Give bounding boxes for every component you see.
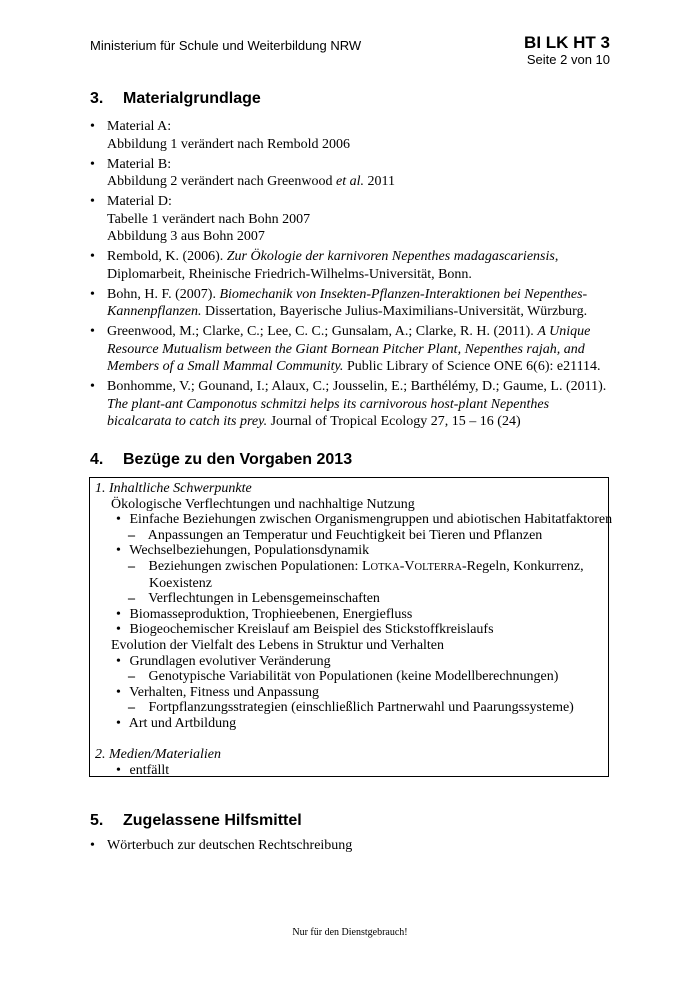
reference-item: • Rembold, K. (2006). Zur Ökologie der karnivoren Nepenthes madagascariensis, Diplomarbeit, Rheinische Friedrich-Wilhelms-Universität, Bonn. — [90, 249, 559, 282]
list-item: • Einfache Beziehungen zwischen Organismengruppen und abiotischen Habitatfaktoren — [116, 512, 613, 528]
list-item: – Fortpflanzungsstrategien (einschließlich Partnerwahl und Paarungssysteme) — [128, 700, 574, 716]
material-d-detail-2: Abbildung 3 aus Bohn 2007 — [107, 229, 265, 244]
material-d-label: Material D: — [107, 194, 172, 209]
topic-ecology: Ökologische Verflechtungen und nachhaltige Nutzung — [111, 496, 415, 512]
reference-item: • Bonhomme, V.; Gounand, I.; Alaux, C.; Jousselin, E.; Barthélémy, D.; Gaume, L. (2011). The plant-ant Camponotus schmitzi helps its carnivorous host-plant Nepenthes bicalcarata to catch its prey. Journal of Tropical Ecology 27, 15 – 16 (24) — [90, 379, 607, 429]
list-item: – Beziehungen zwischen Populationen: LOTKA-VOLTERRA-Regeln, Konkurrenz, — [128, 558, 584, 574]
section-5-heading — [90, 812, 302, 830]
topic-evolution: Evolution der Vielfalt des Lebens in Struktur und Verhalten — [111, 637, 445, 653]
list-item: – Anpassungen an Temperatur und Feuchtigkeit bei Tieren und Pflanzen — [128, 527, 543, 543]
material-b-label: Material B: — [107, 156, 172, 172]
list-item: • Verhalten, Fitness und Anpassung — [116, 684, 320, 700]
list-item: – Verflechtungen in Lebensgemeinschaften — [128, 591, 380, 607]
section-4-heading — [90, 451, 352, 469]
list-item: • Biogeochemischer Kreislauf am Beispiel des Stickstoffkreislaufs — [116, 622, 494, 638]
material-a-detail: Abbildung 1 verändert nach Rembold 2006 — [107, 136, 351, 152]
box-heading-1: 1. Inhaltliche Schwerpunkte — [95, 481, 252, 496]
tools-list — [90, 837, 352, 854]
list-item: • Wörterbuch zur deutschen Rechtschreibung — [90, 838, 353, 853]
reference-item: • Greenwood, M.; Clarke, C.; Lee, C. C.; Gunsalam, A.; Clarke, R. H. (2011). A Unique Resource Mutualism between the Giant Bornean Pitcher Plant, Nepenthes rajah, and Members of a Small Mammal Community. Public Library of Science ONE 6(6): e21114. — [90, 324, 601, 374]
list-item: – Genotypische Variabilität von Populationen (keine Modellberechnungen) — [128, 669, 559, 685]
list-item: • Wechselbeziehungen, Populationsdynamik — [116, 543, 370, 559]
list-item: • Material D: Tabelle 1 verändert nach Bohn 2007 Abbildung 3 aus Bohn 2007 — [90, 193, 612, 246]
section-3-number: 3. — [90, 90, 104, 107]
box-heading-2: 2. Medien/Materialien — [95, 747, 221, 763]
list-item: • Material B: Abbildung 2 verändert nach Greenwood et al. 2011 — [90, 156, 612, 191]
reference-item: • Bohn, H. F. (2007). Biomechanik von Insekten-Pflanzen-Interaktionen bei Nepenthes-Kannenpflanzen. Dissertation, Bayerische Julius-Maximilians-Universität, Würzburg. — [90, 286, 588, 319]
section-4-number: 4. — [90, 451, 104, 468]
document-header — [524, 33, 610, 67]
section-3-heading — [90, 90, 261, 108]
page-number: Seite 2 von 10 — [526, 52, 610, 67]
requirements-box — [89, 477, 613, 778]
list-item: • Material A: Abbildung 1 verändert nach Rembold 2006 — [90, 118, 612, 153]
material-b-detail: Abbildung 2 verändert nach Greenwood et al. 2011 — [107, 174, 395, 189]
list-item: • Art und Artbildung — [116, 715, 237, 731]
list-item: • Grundlagen evolutiver Veränderung — [116, 653, 331, 669]
list-item-continuation: Koexistenz — [149, 575, 212, 591]
material-list — [90, 118, 612, 433]
list-item: • entfällt — [116, 762, 170, 778]
list-item: • Biomasseproduktion, Trophieebenen, Energiefluss — [116, 606, 413, 622]
section-5-number: 5. — [90, 812, 104, 829]
section-4-title: Bezüge zu den Vorgaben 2013 — [123, 451, 353, 468]
document-code: BI LK HT 3 — [524, 33, 610, 52]
section-5-title: Zugelassene Hilfsmittel — [123, 812, 302, 829]
material-a-label: Material A: — [107, 119, 172, 134]
section-3-title: Materialgrundlage — [123, 90, 261, 107]
ministry-name: Ministerium für Schule und Weiterbildung NRW — [90, 38, 362, 53]
footer-note: Nur für den Dienstgebrauch! — [292, 927, 408, 938]
material-d-detail-1: Tabelle 1 verändert nach Bohn 2007 — [107, 211, 311, 227]
